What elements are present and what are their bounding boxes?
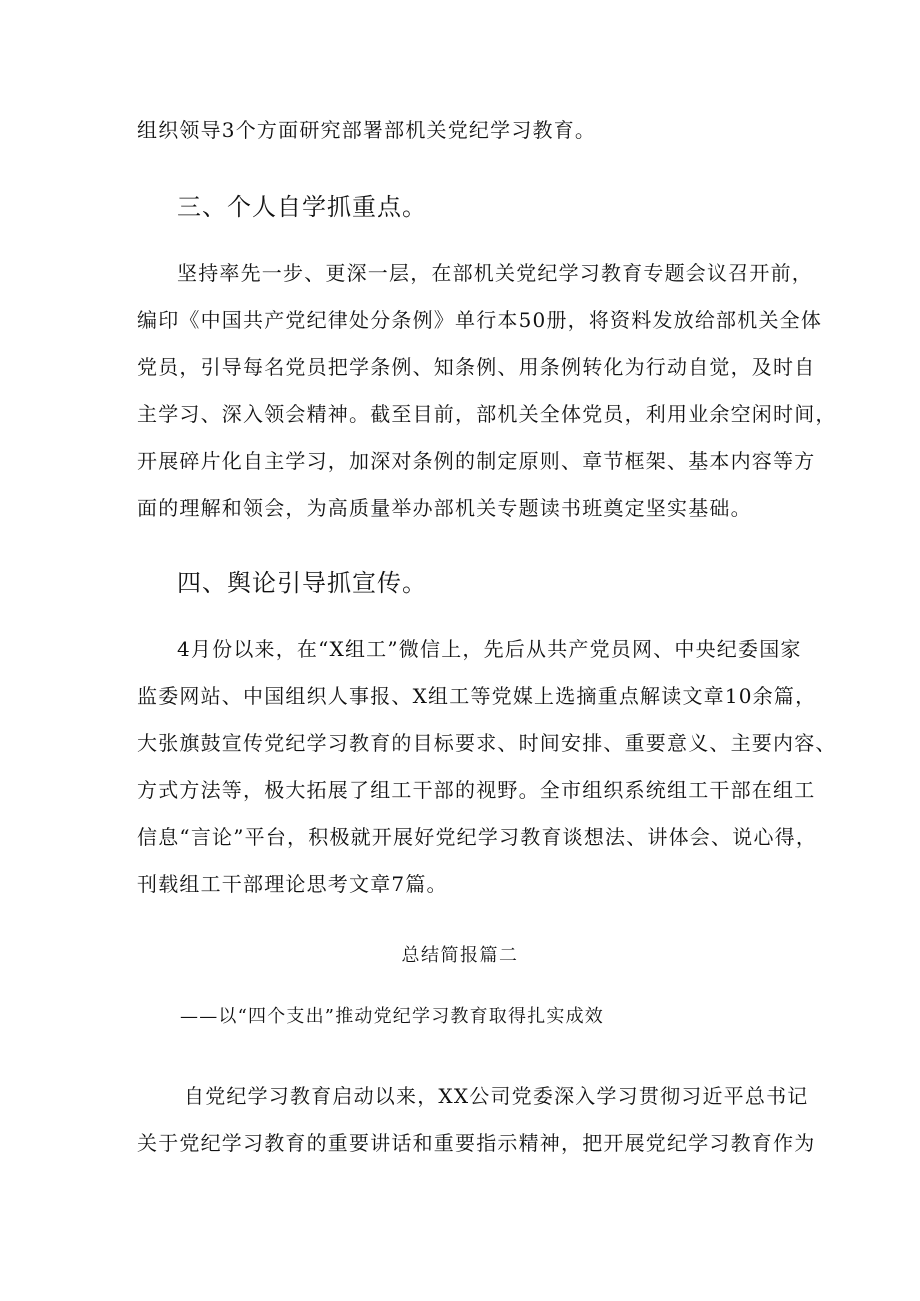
section4-line-6: 刊载组工干部理论思考文章7篇。	[137, 872, 448, 896]
part2-subtitle: ——以“四个支出”推动党纪学习教育取得扎实成效	[180, 1006, 605, 1027]
section3-line-4: 主学习、深入领会精神。截至目前，部机关全体党员，利用业余空闲时间，	[137, 402, 837, 426]
part2-line-1: 自党纪学习教育启动以来，XX公司党委深入学习贯彻习近平总书记	[184, 1084, 809, 1108]
section3-line-2: 编印《中国共产党纪律处分条例》单行本50册，将资料发放给部机关全体	[137, 308, 823, 332]
section4-line-3: 大张旗鼓宣传党纪学习教育的目标要求、时间安排、重要意义、主要内容、	[137, 731, 837, 755]
section3-line-1: 坚持率先一步、更深一层，在部机关党纪学习教育专题会议召开前，	[177, 261, 813, 285]
section3-line-3: 党员，引导每名党员把学条例、知条例、用条例转化为行动自觉，及时自	[137, 355, 816, 379]
section3-line-5: 开展碎片化自主学习，加深对条例的制定原则、章节框架、基本内容等方	[137, 449, 816, 473]
part2-line-2: 关于党纪学习教育的重要讲话和重要指示精神，把开展党纪学习教育作为	[137, 1131, 816, 1155]
intro-line: 组织领导3个方面研究部署部机关党纪学习教育。	[137, 118, 597, 142]
section4-line-2: 监委网站、中国组织人事报、X组工等党媒上选摘重点解读文章10余篇，	[137, 684, 817, 708]
section4-line-4: 方式方法等，极大拓展了组工干部的视野。全市组织系统组工干部在组工	[137, 778, 816, 802]
section4-line-1: 4月份以来，在“X组工”微信上，先后从共产党员网、中央纪委国家	[177, 637, 802, 661]
part2-title: 总结简报篇二	[401, 945, 519, 966]
section3-line-6: 面的理解和领会，为高质量举办部机关专题读书班奠定坚实基础。	[137, 496, 752, 520]
section4-line-5: 信息“言论”平台，积极就开展好党纪学习教育谈想法、讲体会、说心得，	[137, 825, 818, 849]
section-heading-4: 四、舆论引导抓宣传。	[177, 569, 427, 597]
section-heading-3: 三、个人自学抓重点。	[177, 193, 427, 221]
